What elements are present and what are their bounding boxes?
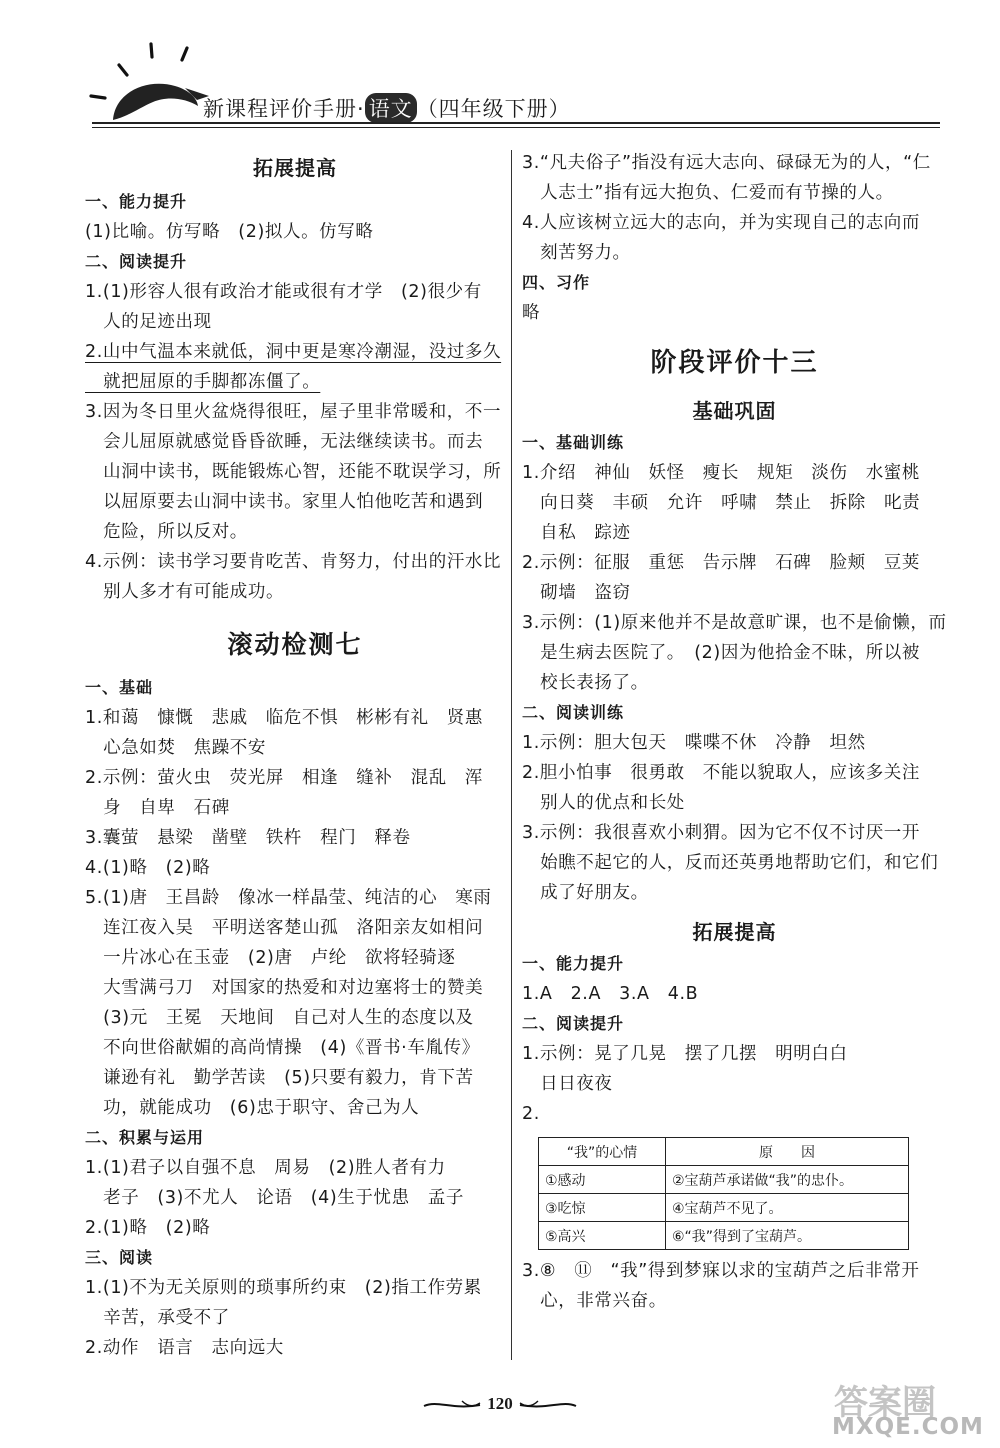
answer-line: 谦逊有礼 勤学苦读 (5)只要有毅力，肯下苦: [85, 1068, 474, 1088]
answer-line: 刻苦努力。: [522, 243, 631, 263]
answer-block: [522, 458, 947, 698]
table-cell: ⑥“我”得到了宝葫芦。: [666, 1222, 909, 1250]
table-cell: ①感动: [539, 1166, 666, 1194]
answer-line: 老子 (3)不尤人 论语 (4)生于忧患 孟子: [85, 1188, 464, 1208]
answer-line: 不向世俗献媚的高尚情操 (4)《晋书·车胤传》: [85, 1038, 480, 1058]
answer-line: 校长表扬了。: [522, 673, 649, 693]
answer-block: [85, 1273, 505, 1363]
answer-line: 就把屈原的手脚都冻僵了。: [85, 372, 321, 392]
answer-line: 危险，所以反对。: [85, 522, 248, 542]
page-header: [0, 0, 1000, 140]
answer-line: 以屈原要去山洞中读书。家里人怕他吃苦和遇到: [85, 492, 484, 512]
title-text: 新课程评价手册·: [203, 97, 365, 121]
answer-block: [522, 728, 947, 908]
subsection-title: 一、能力提升: [85, 192, 188, 211]
answer-block: [85, 217, 505, 247]
watermark-url: MXQE.COM: [832, 1414, 984, 1440]
column-divider: [511, 150, 512, 1360]
answer-line: 别人的优点和长处: [522, 793, 685, 813]
table-cell: ⑤高兴: [539, 1222, 666, 1250]
table-header-cell: 原 因: [666, 1138, 909, 1166]
table-row: [539, 1194, 909, 1222]
answer-line: 1.(1)不为无关原则的琐事所约束 (2)指工作劳累: [85, 1278, 482, 1298]
answer-line: 别人多才有可能成功。: [85, 582, 285, 602]
answer-line: 4.示例：读书学习要肯吃苦、肯努力，付出的汗水比: [85, 552, 502, 572]
right-column: [522, 148, 947, 1316]
answer-line: 2.示例：征服 重惩 告示牌 石碑 脸颊 豆荚: [522, 553, 920, 573]
subsection-title: 四、习作: [522, 273, 591, 292]
answer-line: 1.示例：晃了几晃 摆了几摆 明明白白: [522, 1044, 848, 1064]
answer-line: 会儿屈原就感觉昏昏欲睡，无法继续读书。而去: [85, 432, 484, 452]
answer-block: [522, 1256, 947, 1316]
subject-badge: 语文: [365, 93, 417, 123]
answer-line: 自私 踪迹: [522, 523, 631, 543]
answer-line: 1.和蔼 慷慨 悲戚 临危不惧 彬彬有礼 贤惠: [85, 708, 483, 728]
subsection-title: 一、基础: [85, 678, 154, 697]
answer-line: 心急如焚 焦躁不安: [85, 738, 266, 758]
answer-line: 是生病去医院了。 (2)因为他拾金不昧，所以被: [522, 643, 920, 663]
answer-line: 始瞧不起它的人，反而还英勇地帮助它们，和它们: [522, 853, 939, 873]
answer-line: 1.示例：胆大包天 喋喋不休 冷静 坦然: [522, 733, 866, 753]
subsection-title: 一、能力提升: [522, 954, 625, 973]
answer-line: 山洞中读书，既能锻炼心智，还能不耽误学习，所: [85, 462, 502, 482]
answer-line: 人志士”指有远大抱负、仁爱而有节操的人。: [522, 183, 894, 203]
answer-line: 2.山中气温本来就低，洞中更是寒冷潮湿，没过多久: [85, 342, 502, 362]
answer-line: 1.(1)君子以自强不息 周易 (2)胜人者有力: [85, 1158, 446, 1178]
answer-line: (3)元 王冕 天地间 自己对人生的态度以及: [85, 1008, 474, 1028]
answer-line: 3.示例：我很喜欢小刺猬。因为它不仅不讨厌一开: [522, 823, 920, 843]
answer-line: 2.胆小怕事 很勇敢 不能以貌取人，应该多关注: [522, 763, 920, 783]
answer-line: 辛苦，承受不了: [85, 1308, 230, 1328]
answer-block: [85, 277, 505, 337]
answer-line: 2.示例：萤火虫 荧光屏 相逢 缝补 混乱 浑: [85, 768, 483, 788]
answer-line: 日日夜夜: [522, 1074, 613, 1094]
table-row: [539, 1222, 909, 1250]
answer-line: 大雪满弓刀 对国家的热爱和对边塞将士的赞美: [85, 978, 484, 998]
subsection-title: 二、阅读提升: [85, 252, 188, 271]
table-cell: ②宝葫芦承诺做“我”的忠仆。: [666, 1166, 909, 1194]
grade-text: （四年级下册）: [416, 97, 571, 121]
subsection-title: 一、基础训练: [522, 433, 625, 452]
header-rule-thin: [92, 127, 940, 128]
answer-line: 1.(1)形容人很有政治才能或很有才学 (2)很少有: [85, 282, 482, 302]
answer-line: 3.示例：(1)原来他并不是故意旷课，也不是偷懒，而: [522, 613, 947, 633]
answer-line: 向日葵 丰硕 允许 呼啸 禁止 拆除 叱责: [522, 493, 921, 513]
answer-line: 3.⑧ ⑪ “我”得到梦寐以求的宝葫芦之后非常开: [522, 1261, 920, 1281]
answer-line: 4.人应该树立远大的志向，并为实现自己的志向而: [522, 213, 920, 233]
answer-line: 3.“凡夫俗子”指没有远大志向、碌碌无为的人，“仁: [522, 153, 931, 173]
answer-block: [522, 148, 947, 268]
answer-line: 身 自卑 石碑: [85, 798, 230, 818]
answer-line: 略: [522, 303, 541, 323]
answer-line: 3.因为冬日里火盆烧得很旺，屋子里非常暖和，不一: [85, 402, 502, 422]
section-heading: 拓展提高: [253, 156, 337, 180]
answer-line: 2.动作 语言 志向远大: [85, 1338, 284, 1358]
assessment-title: 阶段评价十三: [650, 348, 819, 378]
table-header-row: [539, 1138, 909, 1166]
answer-line: 5.(1)唐 王昌龄 像冰一样晶莹、纯洁的心 寒雨: [85, 888, 492, 908]
answer-block: [85, 397, 505, 607]
answer-line: 人的足迹出现: [85, 312, 212, 332]
watermark-text: 答案圈: [834, 1383, 936, 1423]
section-heading: 滚动检测七: [227, 630, 363, 659]
left-flourish-icon: [422, 1398, 482, 1412]
subsection-title: 二、阅读训练: [522, 703, 625, 722]
answer-line: 功，就能成功 (6)忠于职守、舍己为人: [85, 1098, 420, 1118]
section-heading: 拓展提高: [692, 920, 777, 944]
mood-reason-table: [538, 1137, 909, 1250]
answer-block: [522, 1039, 947, 1129]
book-title: [203, 93, 571, 123]
answer-line: 一片冰心在玉壶 (2)唐 卢纶 欲将轻骑逐: [85, 948, 456, 968]
subsection-title: 二、阅读提升: [522, 1014, 625, 1033]
answer-line: 3.囊萤 悬梁 凿壁 铁杵 程门 释卷: [85, 828, 411, 848]
section-heading: 基础巩固: [692, 399, 777, 423]
table-cell: ④宝葫芦不见了。: [666, 1194, 909, 1222]
right-flourish-icon: [518, 1398, 578, 1412]
answer-line: 1.介绍 神仙 妖怪 瘦长 规矩 淡伤 水蜜桃: [522, 463, 920, 483]
answer-line: (1)比喻。仿写略 (2)拟人。仿写略: [85, 222, 374, 242]
answer-line: 心，非常兴奋。: [522, 1291, 667, 1311]
answer-block: [85, 1153, 505, 1243]
subsection-title: 三、阅读: [85, 1248, 154, 1267]
answer-block: [522, 979, 947, 1009]
table-cell: ③吃惊: [539, 1194, 666, 1222]
subsection-title: 二、积累与运用: [85, 1128, 205, 1147]
answer-block: [85, 703, 505, 1123]
answer-block-underlined: [85, 337, 505, 397]
answer-line: 2.(1)略 (2)略: [85, 1218, 211, 1238]
header-rule: [92, 122, 940, 124]
page-number: 120: [487, 1394, 513, 1413]
table-row: [539, 1166, 909, 1194]
left-column: [85, 148, 505, 1363]
answer-line: 砌墙 盗窃: [522, 583, 631, 603]
answer-line: 2.: [522, 1104, 540, 1124]
answer-line: 成了好朋友。: [522, 883, 649, 903]
table-header-cell: “我”的心情: [539, 1138, 666, 1166]
answer-line: 4.(1)略 (2)略: [85, 858, 211, 878]
answer-line: 1.A 2.A 3.A 4.B: [522, 984, 699, 1004]
answer-line: 连江夜入吴 平明送客楚山孤 洛阳亲友如相问: [85, 918, 484, 938]
